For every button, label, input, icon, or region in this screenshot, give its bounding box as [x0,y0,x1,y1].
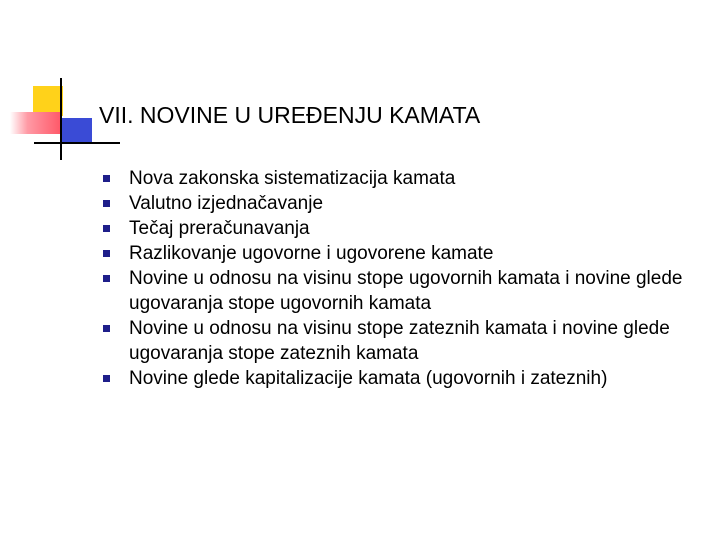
square-bullet-icon [103,325,110,332]
red-gradient-shape [10,112,60,134]
slide-logo-decoration [0,0,120,170]
list-item [100,166,700,191]
list-item-text: Novine u odnosu na visinu stope ugovornih kamata i novine glede ugovaranja stope ugovornih kamata [129,268,683,314]
square-bullet-icon [103,275,110,282]
list-item-text: Tečaj preračunavanja [129,218,310,239]
list-item [100,266,700,316]
horizontal-rule [34,142,120,144]
list-item-text: Novine glede kapitalizacije kamata (ugovornih i zateznih) [129,368,608,389]
list-item [100,216,700,241]
list-item-text: Nova zakonska sistematizacija kamata [129,168,456,189]
vertical-rule [60,78,62,160]
bullet-list [100,166,700,391]
square-bullet-icon [103,175,110,182]
square-bullet-icon [103,250,110,257]
square-bullet-icon [103,375,110,382]
list-item [100,366,700,391]
list-item-text: Razlikovanje ugovorne i ugovorene kamate [129,243,494,264]
list-item [100,191,700,216]
blue-square-shape [62,118,92,144]
slide-title: VII. NOVINE U UREĐENJU KAMATA [99,102,481,128]
list-item-text: Valutno izjednačavanje [129,193,324,214]
square-bullet-icon [103,200,110,207]
list-item-text: Novine u odnosu na visinu stope zateznih kamata i novine glede ugovaranja stope zateznih kamata [129,318,670,364]
list-item [100,241,700,266]
square-bullet-icon [103,225,110,232]
list-item [100,316,700,366]
